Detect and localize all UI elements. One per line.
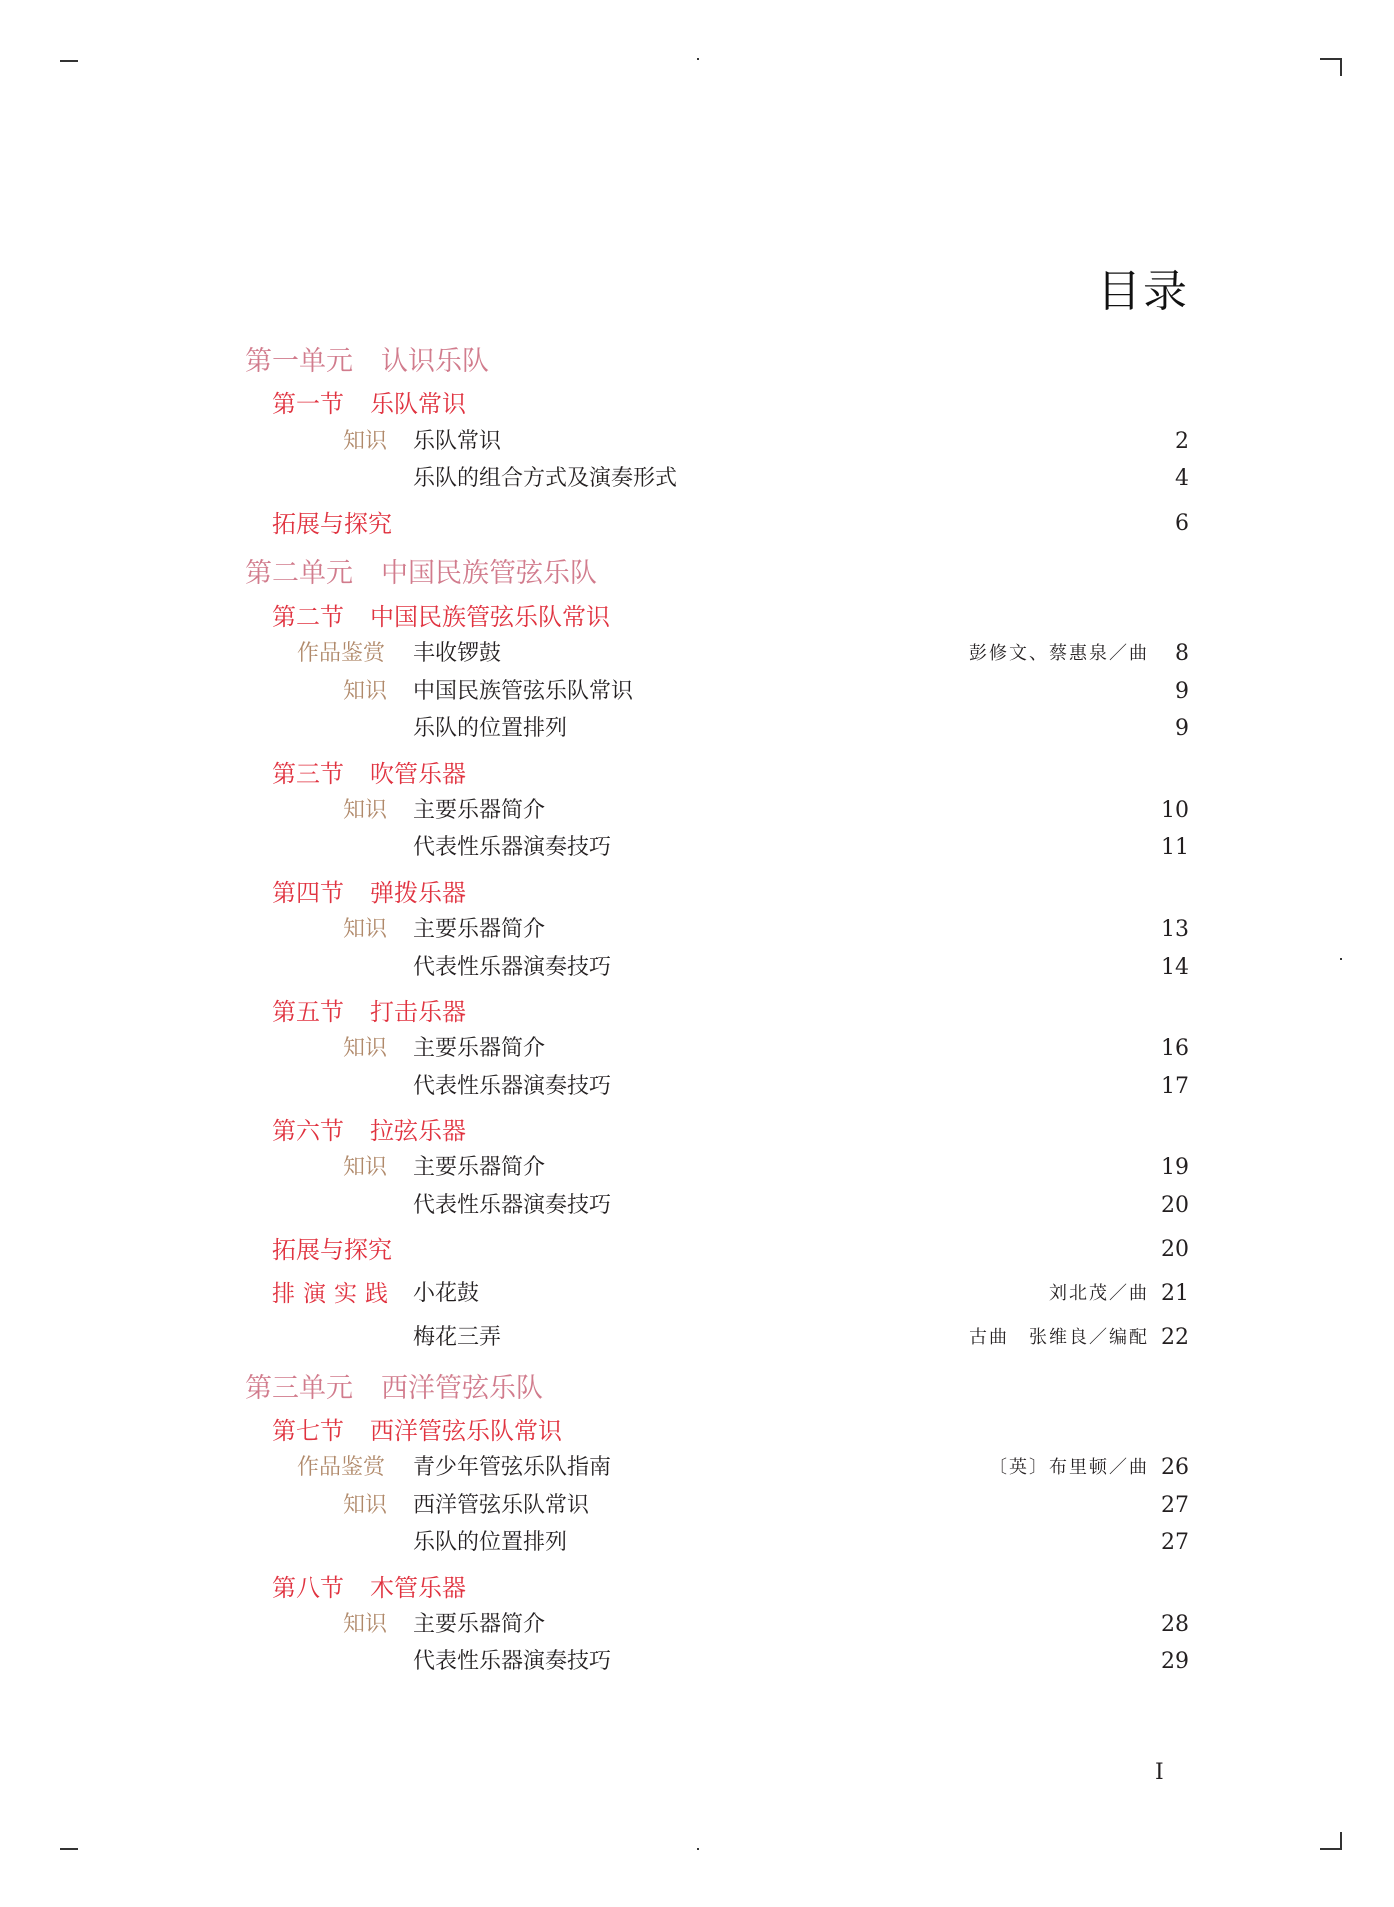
entry-label: 知识 [343, 1155, 388, 1180]
entry-label: 知识 [343, 798, 388, 823]
page-ref: 11 [1161, 835, 1189, 860]
toc-entry[interactable] [0, 672, 1394, 712]
toc-entry[interactable] [0, 1274, 1394, 1314]
section-title: 木管乐器 [370, 1574, 466, 1602]
unit-title: 认识乐队 [381, 346, 489, 377]
page-ref: 4 [1175, 466, 1189, 491]
page-ref: 17 [1161, 1074, 1189, 1099]
section-heading [272, 992, 466, 1032]
toc-entry[interactable] [0, 828, 1394, 868]
toc-entry[interactable] [0, 554, 1394, 594]
toc-entry[interactable] [0, 1486, 1394, 1526]
section-title: 拓展与探究 [272, 510, 392, 538]
entry-author: 古曲 张维良／编配 [969, 1327, 1149, 1348]
toc-entry[interactable] [0, 873, 1394, 913]
toc-entry[interactable] [0, 1029, 1394, 1069]
toc-entry[interactable] [0, 1148, 1394, 1188]
toc-entry[interactable] [0, 1186, 1394, 1226]
toc-entry[interactable] [0, 992, 1394, 1032]
page-ref: 21 [1161, 1281, 1189, 1306]
entry-title: 乐队的位置排列 [413, 716, 568, 741]
section-heading [272, 597, 610, 637]
entry-title: 代表性乐器演奏技巧 [413, 955, 612, 980]
toc-entry[interactable] [0, 754, 1394, 794]
section-number: 第六节 [272, 1117, 344, 1145]
section-heading [272, 1411, 562, 1451]
unit-number: 第一单元 [245, 346, 353, 377]
entry-label: 作品鉴赏 [297, 1455, 386, 1480]
page-ref: 27 [1161, 1493, 1189, 1518]
section-heading [272, 504, 392, 544]
crop-mark [60, 60, 78, 62]
crop-mark [60, 1848, 78, 1850]
page-ref: 8 [1175, 641, 1189, 666]
section-heading [272, 384, 466, 424]
unit-number: 第二单元 [245, 558, 353, 589]
toc-entry[interactable] [0, 948, 1394, 988]
entry-title: 主要乐器简介 [413, 1036, 546, 1061]
page-ref: 16 [1161, 1036, 1189, 1061]
toc-entry[interactable] [0, 1523, 1394, 1563]
section-title: 吹管乐器 [370, 760, 466, 788]
section-number: 第一节 [272, 390, 344, 418]
page-ref: 6 [1175, 511, 1189, 536]
entry-title: 主要乐器简介 [413, 917, 546, 942]
section-title: 弹拨乐器 [370, 879, 466, 907]
page-ref: 10 [1161, 798, 1189, 823]
entry-title: 西洋管弦乐队常识 [413, 1493, 590, 1518]
toc-entry[interactable] [0, 384, 1394, 424]
crop-mark [697, 1848, 699, 1850]
toc-entry[interactable] [0, 1111, 1394, 1151]
page-number: I [1155, 1760, 1164, 1785]
unit-title: 西洋管弦乐队 [381, 1373, 543, 1404]
page-ref: 14 [1161, 955, 1189, 980]
entry-label: 知识 [343, 1493, 388, 1518]
unit-title: 中国民族管弦乐队 [381, 558, 597, 589]
section-heading [272, 754, 466, 794]
crop-mark [1320, 58, 1342, 60]
section-title: 乐队常识 [370, 390, 466, 418]
toc-entry[interactable] [0, 342, 1394, 382]
section-number: 第四节 [272, 879, 344, 907]
toc-entry[interactable] [0, 910, 1394, 950]
page-ref: 28 [1161, 1612, 1189, 1637]
section-heading [272, 1230, 392, 1270]
entry-label: 知识 [343, 1036, 388, 1061]
page-ref: 22 [1161, 1325, 1189, 1350]
entry-title: 主要乐器简介 [413, 1155, 546, 1180]
page-ref: 9 [1175, 716, 1189, 741]
unit-heading [245, 342, 489, 382]
entry-label: 知识 [343, 679, 388, 704]
entry-title: 中国民族管弦乐队常识 [413, 679, 634, 704]
entry-label: 知识 [343, 917, 388, 942]
toc-entry[interactable] [0, 1448, 1394, 1488]
entry-title: 代表性乐器演奏技巧 [413, 1649, 612, 1674]
entry-author: 〔英〕布里顿／曲 [989, 1457, 1149, 1478]
toc-entry[interactable] [0, 1642, 1394, 1682]
section-title: 拓展与探究 [272, 1236, 392, 1264]
entry-title: 主要乐器简介 [413, 798, 546, 823]
toc-entry[interactable] [0, 422, 1394, 462]
section-heading [272, 1568, 466, 1608]
page-ref: 19 [1161, 1155, 1189, 1180]
section-number: 第三节 [272, 760, 344, 788]
entry-title: 梅花三弄 [413, 1325, 502, 1350]
section-title: 中国民族管弦乐队常识 [370, 603, 610, 631]
entry-label: 作品鉴赏 [297, 641, 386, 666]
page-ref: 27 [1161, 1530, 1189, 1555]
toc-entry[interactable] [0, 791, 1394, 831]
unit-heading [245, 554, 597, 594]
unit-heading [245, 1369, 543, 1409]
toc-entry[interactable] [0, 459, 1394, 499]
entry-title: 丰收锣鼓 [413, 641, 502, 666]
section-title: 拉弦乐器 [370, 1117, 466, 1145]
page-ref: 9 [1175, 679, 1189, 704]
entry-label: 知识 [343, 1612, 388, 1637]
section-number: 第七节 [272, 1417, 344, 1445]
section-title: 西洋管弦乐队常识 [370, 1417, 562, 1445]
page-ref: 20 [1161, 1193, 1189, 1218]
entry-label: 知识 [343, 429, 388, 454]
toc-entry[interactable] [0, 1411, 1394, 1451]
entry-author: 刘北茂／曲 [1049, 1283, 1149, 1304]
toc-entry[interactable] [0, 1318, 1394, 1358]
entry-title: 小花鼓 [413, 1281, 480, 1306]
section-number: 第八节 [272, 1574, 344, 1602]
page-title: 目录 [1097, 266, 1189, 317]
toc-entry[interactable] [0, 1230, 1394, 1270]
page-ref: 29 [1161, 1649, 1189, 1674]
toc-entry[interactable] [0, 1067, 1394, 1107]
entry-title: 代表性乐器演奏技巧 [413, 835, 612, 860]
section-heading [272, 1111, 466, 1151]
toc-entry[interactable] [0, 1568, 1394, 1608]
toc-entry[interactable] [0, 634, 1394, 674]
entry-author: 彭修文、蔡惠泉／曲 [969, 643, 1149, 664]
crop-mark [1320, 1848, 1342, 1850]
crop-mark [1340, 1832, 1342, 1850]
section-heading [272, 873, 466, 913]
entry-title: 乐队的位置排列 [413, 1530, 568, 1555]
entry-label: 排演实践 [272, 1281, 396, 1307]
page-ref: 13 [1161, 917, 1189, 942]
toc-entry[interactable] [0, 597, 1394, 637]
entry-title: 代表性乐器演奏技巧 [413, 1074, 612, 1099]
toc-entry[interactable] [0, 709, 1394, 749]
page-ref: 20 [1161, 1237, 1189, 1262]
section-number: 第二节 [272, 603, 344, 631]
section-number: 第五节 [272, 998, 344, 1026]
toc-entry[interactable] [0, 504, 1394, 544]
entry-title: 乐队常识 [413, 429, 502, 454]
entry-title: 乐队的组合方式及演奏形式 [413, 466, 678, 491]
unit-number: 第三单元 [245, 1373, 353, 1404]
section-title: 打击乐器 [370, 998, 466, 1026]
entry-title: 主要乐器简介 [413, 1612, 546, 1637]
toc-entry[interactable] [0, 1605, 1394, 1645]
crop-mark [697, 58, 699, 60]
toc-entry[interactable] [0, 1369, 1394, 1409]
entry-title: 代表性乐器演奏技巧 [413, 1193, 612, 1218]
page-ref: 26 [1161, 1455, 1189, 1480]
entry-title: 青少年管弦乐队指南 [413, 1455, 612, 1480]
page-ref: 2 [1175, 429, 1189, 454]
crop-mark [1340, 58, 1342, 76]
